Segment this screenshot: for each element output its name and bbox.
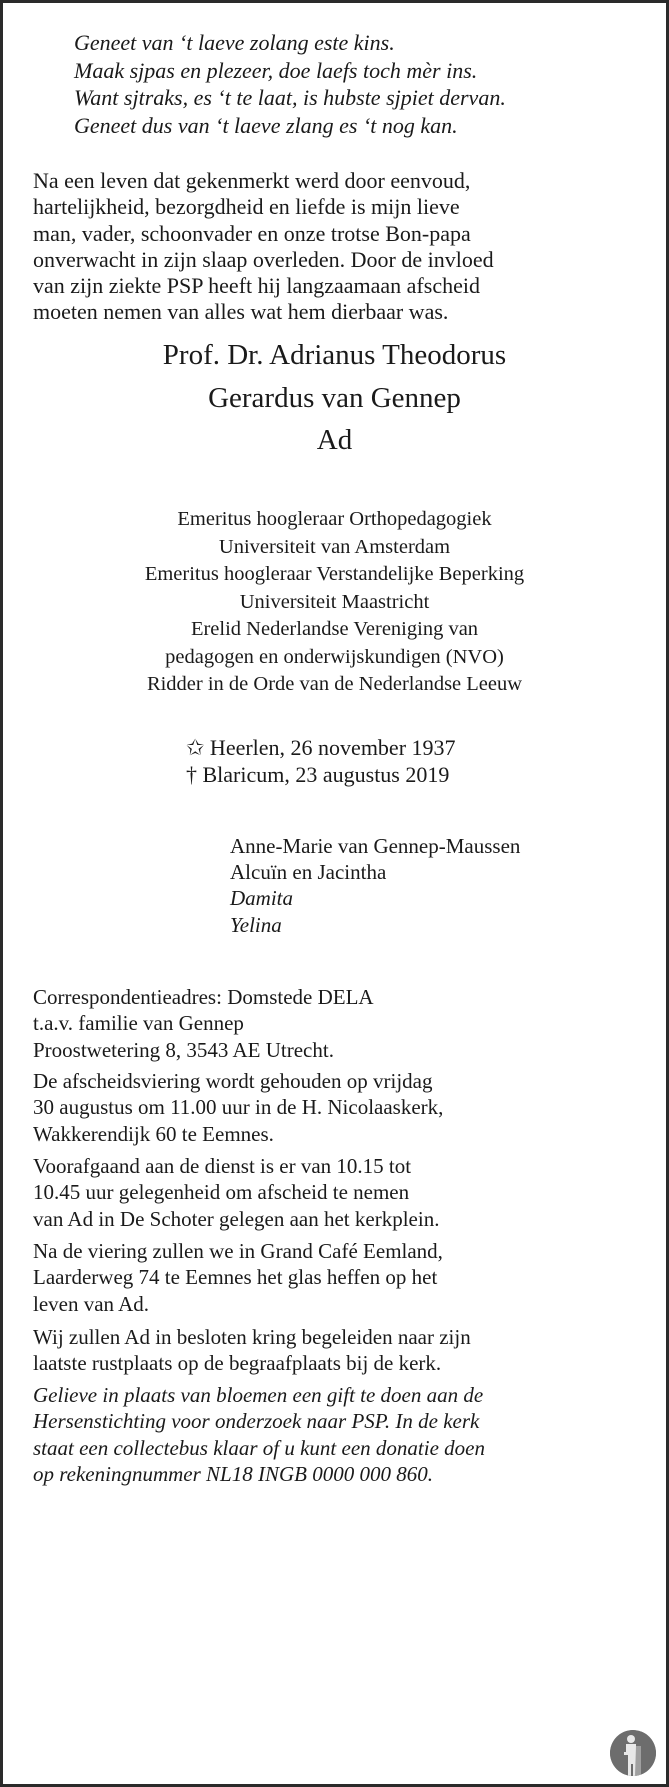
text-line: onverwacht in zijn slaap overleden. Door de invloed xyxy=(33,246,494,272)
reception-info xyxy=(33,1238,443,1317)
donation-request xyxy=(33,1382,485,1487)
text-line: van zijn ziekte PSP heeft hij langzaamaan afscheid xyxy=(33,273,480,299)
text-line: Gelieve in plaats van bloemen een gift te doen aan de xyxy=(33,1383,484,1407)
text-line: leven van Ad. xyxy=(33,1291,150,1316)
text-line: Proostwetering 8, 3543 AE Utrecht. xyxy=(33,1037,334,1062)
name-line: Prof. Dr. Adrianus Theodorus xyxy=(162,339,507,371)
text-line: man, vader, schoonvader en onze trotse Bon-papa xyxy=(33,220,471,246)
family-member: Alcuïn en Jacintha xyxy=(230,860,387,885)
text-line: t.a.v. familie van Gennep xyxy=(33,1011,244,1036)
intro-paragraph xyxy=(33,168,494,326)
text-line: Voorafgaand aan de dienst is er van 10.15 tot xyxy=(33,1154,412,1178)
name-line: Ad xyxy=(316,424,353,456)
death-date: † Blaricum, 23 augustus 2019 xyxy=(186,761,450,787)
text-line: Hersenstichting voor onderzoek naar PSP. In de kerk xyxy=(33,1409,480,1434)
text-line: Correspondentieadres: Domstede DELA xyxy=(33,985,374,1009)
viewing-info xyxy=(33,1153,439,1232)
text-line: laatste rustplaats op de begraafplaats bij de kerk. xyxy=(33,1351,442,1376)
text-line: 30 augustus om 11.00 uur in de H. Nicolaaskerk, xyxy=(33,1095,444,1120)
title-line: Universiteit van Amsterdam xyxy=(218,535,451,558)
text-line: 10.45 uur gelegenheid om afscheid te nemen xyxy=(33,1180,410,1205)
dates xyxy=(186,735,456,788)
family-member: Yelina xyxy=(230,912,282,937)
poem-line: Geneet dus van ‘t laeve zlang es ‘t nog kan. xyxy=(74,112,458,138)
text-line: Na een leven dat gekenmerkt werd door eenvoud, xyxy=(33,168,471,193)
title-line: Erelid Nederlandse Vereniging van xyxy=(190,618,479,640)
text-line: Laarderweg 74 te Eemnes het glas heffen op het xyxy=(33,1265,438,1290)
text-line: moeten nemen van alles wat hem dierbaar was. xyxy=(33,299,449,325)
family-member: Anne-Marie van Gennep-Maussen xyxy=(230,834,521,858)
title-line: Emeritus hoogleraar Verstandelijke Beperking xyxy=(144,563,525,585)
deceased-name xyxy=(0,334,669,462)
text-line: hartelijkheid, bezorgdheid en liefde is mijn lieve xyxy=(33,194,460,220)
title-line: pedagogen en onderwijskundigen (NVO) xyxy=(165,645,504,668)
text-line: staat een collectebus klaar of u kunt een donatie doen xyxy=(33,1435,485,1460)
birth-date: ✩ Heerlen, 26 november 1937 xyxy=(186,735,456,760)
poem-line: Want sjtraks, es ‘t te laat, is hubste sjpiet dervan. xyxy=(74,85,506,111)
service-info xyxy=(33,1068,443,1147)
text-line: van Ad in De Schoter gelegen aan het kerkplein. xyxy=(33,1206,440,1231)
title-line: Emeritus hoogleraar Orthopedagogiek xyxy=(177,508,492,530)
poem xyxy=(74,29,506,139)
memorial-logo-icon xyxy=(610,1730,656,1776)
text-line: op rekeningnummer NL18 INGB 0000 000 860. xyxy=(33,1461,433,1486)
poem-line: Maak sjpas en plezeer, doe laefs toch mèr ins. xyxy=(74,57,478,83)
title-line: Ridder in de Orde van de Nederlandse Leeuw xyxy=(146,673,523,695)
text-line: Wij zullen Ad in besloten kring begeleiden naar zijn xyxy=(33,1325,471,1349)
burial-info xyxy=(33,1324,471,1377)
poem-line: Geneet van ‘t laeve zolang este kins. xyxy=(74,30,395,55)
family-member: Damita xyxy=(230,886,293,911)
correspondence-address xyxy=(33,984,374,1063)
text-line: Wakkerendijk 60 te Eemnes. xyxy=(33,1121,274,1146)
family xyxy=(230,833,520,938)
text-line: De afscheidsviering wordt gehouden op vrijdag xyxy=(33,1069,433,1093)
titles xyxy=(0,506,669,699)
text-line: Na de viering zullen we in Grand Café Eemland, xyxy=(33,1239,443,1263)
name-line: Gerardus van Gennep xyxy=(208,381,461,414)
title-line: Universiteit Maastricht xyxy=(239,590,430,613)
